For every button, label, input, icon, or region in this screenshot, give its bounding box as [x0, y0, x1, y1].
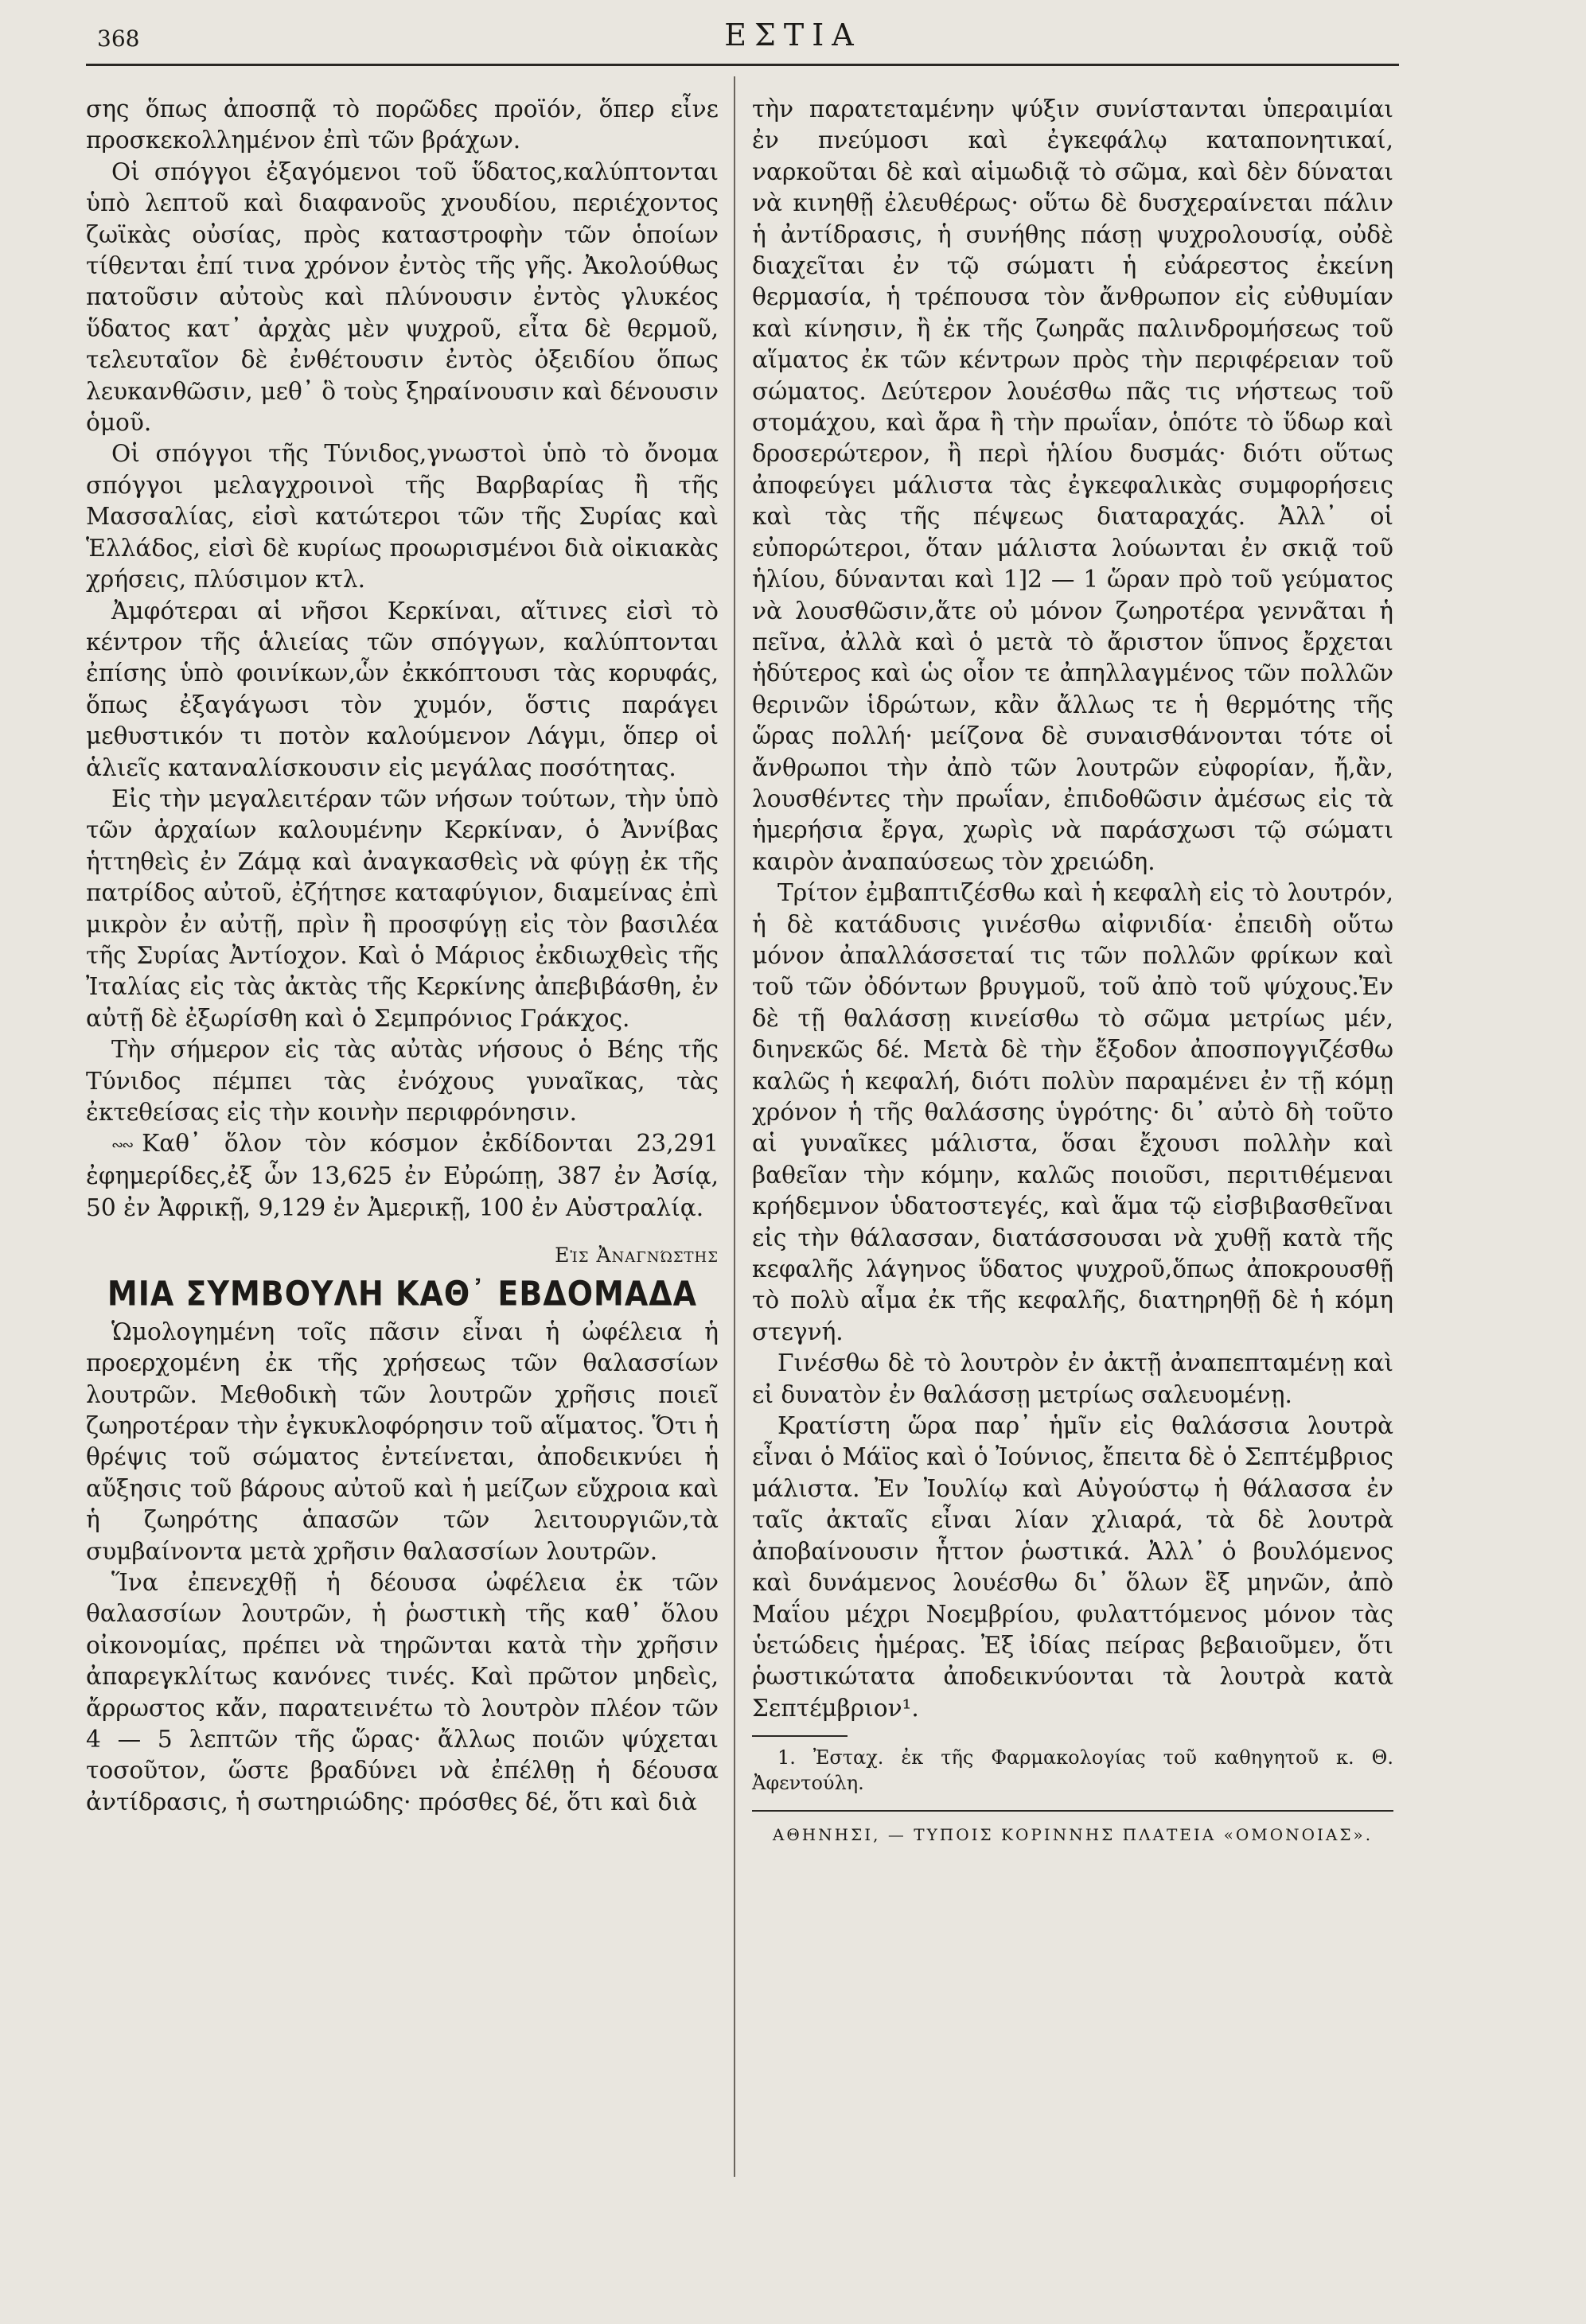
footnote: 1. Ἐσταχ. ἐκ τῆς Φαρμακολογίας τοῦ καθηγητοῦ κ. Θ. Ἀφεντούλη. — [752, 1746, 1393, 1795]
left-column — [86, 94, 719, 1818]
paragraph: τὴν παρατεταμένην ψύξιν συνίστανται ὑπεραιμίαι ἐν πνεύμοσι καὶ ἐγκεφάλῳ καταπονητικαί, ναρκοῦται δὲ καὶ αἱμωδιᾷ τὸ σῶμα, καὶ δὲν δύναται νὰ κινηθῇ ἐλευθέρως· οὕτω δὲ δυσχεραίνεται πάλιν ἡ ἀντίδρασις, ἡ συνήθης πάσῃ ψυχρολουσίᾳ, οὐδὲ διαχεῖται ἐν τῷ σώματι ἡ εὐάρεστος ἐκείνη θερμασία, ἡ τρέπουσα τὸν ἄνθρωπον εἰς εὐθυμίαν καὶ κίνησιν, ἢ ἐκ τῆς ζωηρᾶς παλινδρομήσεως τοῦ αἵματος ἐκ τῶν κέντρων πρὸς τὴν περιφέρειαν τοῦ σώματος. Δεύτερον λουέσθω πᾶς τις νήστεως τοῦ στομάχου, καὶ ἄρα ἢ τὴν πρωΐαν, ὁπότε τὸ ὕδωρ καὶ δροσερώτερον, ἢ περὶ ἡλίου δυσμάς· διότι οὕτως ἀποφεύγει μάλιστα τὰς ἐγκεφαλικὰς συμφορήσεις καὶ τὰς τῆς πέψεως διαταραχάς. Ἀλλ᾽ οἱ εὐπορώτεροι, ὅταν μάλιστα λούωνται ἐν σκιᾷ τοῦ ἡλίου, δύνανται καὶ 1]2 — 1 ὥραν πρὸ τοῦ γεύματος νὰ λουσθῶσιν,ἅτε οὐ μόνον ζωηροτέρα γεννᾶται ἡ πεῖνα, ἀλλὰ καὶ ὁ μετὰ τὸ ἄριστον ὕπνος ἔρχεται ἡδύτερος καὶ ὡς οἷον τε ἀπηλλαγμένος τῶν πολλῶν θερινῶν ἱδρώτων, κἂν ἄλλως τε ἡ θερμότης τῆς ὥρας πολλή· μείζονα δὲ συναισθάνονται τότε οἱ ἄνθρωποι τὴν ἀπὸ τῶν λουτρῶν εὐφορίαν, ἤ,ἂν, λουσθέντες τὴν πρωΐαν, ἐπιδοθῶσιν ἀμέσως εἰς τὰ ἡμερήσια ἔργα, χωρὶς νὰ παράσχωσι τῷ σώματι καιρὸν ἀναπαύσεως τὸν χρειώδη. — [752, 95, 1393, 875]
news-marker-icon: ∾∾ — [111, 1136, 133, 1154]
paragraph: Κρατίστη ὥρα παρ᾽ ἡμῖν εἰς θαλάσσια λουτρὰ εἶναι ὁ Μάϊος καὶ ὁ Ἰούνιος, ἔπειτα δὲ ὁ Σεπτέμβριος μάλιστα. Ἐν Ἰουλίῳ καὶ Αὐγούστῳ ἡ θάλασσα ἐν ταῖς ἀκταῖς εἶναι λίαν χλιαρά, τὰ δὲ λουτρὰ ἀποβαίνουσιν ἧττον ῥωστικά. Ἀλλ᾽ ὁ βουλόμενος καὶ δυνάμενος λουέσθω δι᾽ ὅλων ἓξ μηνῶν, ἀπὸ Μαΐου μέχρι Νοεμβρίου, φυλαττόμενος μόνον τὰς ὑετώδεις ἡμέρας. Ἐξ ἰδίας πείρας βεβαιοῦμεν, ὅτι ῥωστικώτατα ἀποδεικνύονται τὰ λουτρὰ κατὰ Σεπτέμβριον¹. — [752, 1412, 1393, 1722]
signature: Εἰς Ἀναγνώστης — [555, 1243, 719, 1267]
footnote-rule — [752, 1735, 848, 1737]
section-heading: ΜΙΑ ΣΥΜΒΟΥΛΗ ΚΑΘ᾽ ΕΒΔΟΜΑΔΑ — [107, 1274, 698, 1314]
paragraph: Ὡμολογημένη τοῖς πᾶσιν εἶναι ἡ ὠφέλεια ἡ προερχομένη ἐκ τῆς χρήσεως τῶν θαλασσίων λουτρῶν. Μεθοδικὴ τῶν λουτρῶν χρῆσις ποιεῖ ζωηροτέραν τὴν ἐγκυκλοφόρησιν τοῦ αἵματος. Ὅτι ἡ θρέψις τοῦ σώματος ἐντείνεται, ἀποδεικνύει ἡ αὔξησις τοῦ βάρους αὐτοῦ καὶ ἡ μείζων εὔχροια καὶ ἡ ζωηρότης ἁπασῶν τῶν λειτουργιῶν,τὰ συμβαίνοντα μετὰ χρῆσιν θαλασσίων λουτρῶν. — [86, 1318, 719, 1565]
news-item — [86, 1128, 719, 1224]
printer-imprint: ΑΘΗΝΗΣΙ, — ΤΥΠΟΙΣ ΚΟΡΙΝΝΗΣ ΠΛΑΤΕΙΑ «ΟΜΟΝΟΙΑΣ». — [772, 1825, 1374, 1845]
paragraph: Γινέσθω δὲ τὸ λουτρὸν ἐν ἀκτῇ ἀναπεπταμένῃ καὶ εἰ δυνατὸν ἐν θαλάσσῃ μετρίως σαλευομένῃ. — [752, 1349, 1393, 1408]
paragraph: Τρίτον ἐμβαπτιζέσθω καὶ ἡ κεφαλὴ εἰς τὸ λουτρόν, ἡ δὲ κατάδυσις γινέσθω αἰφνιδία· ἐπειδὴ οὕτω μόνον ἀπαλλάσσεταί τις τῶν πολλῶν φρίκων καὶ τοῦ τῶν ὀδόντων βρυγμοῦ, τοῦ ἀπὸ τοῦ ψύχους.Ἐν δὲ τῇ θαλάσσῃ κινείσθω τὸ σῶμα μετρίως μέν, διηνεκῶς δέ. Μετὰ δὲ τὴν ἔξοδον ἀποσπογγιζέσθω καλῶς ἡ κεφαλή, διότι πολὺν παραμένει ἐν τῇ κόμῃ χρόνον ἡ τῆς θαλάσσης ὑγρότης· δι᾽ αὐτὸ δὴ τοῦτο αἱ γυναῖκες μάλιστα, ὅσαι ἔχουσι πολλὴν καὶ βαθεῖαν τὴν κόμην, καλῶς ποιοῦσι, περιτιθέμεναι κρήδεμνον ὑδατοστεγές, καὶ ἅμα τῷ εἰσβιβασθεῖναι εἰς τὴν θάλασσαν, διατάσσουσαι νὰ χυθῇ κατὰ τῆς κεφαλῆς λάγηνος ὕδατος ψυχροῦ,ὅπως ἀποκρουσθῇ τὸ πολὺ αἷμα ἐκ τῆς κεφαλῆς, διατηρηθῇ δὲ ἡ κόμη στεγνή. — [752, 879, 1393, 1345]
paragraph: Οἱ σπόγγοι ἐξαγόμενοι τοῦ ὕδατος,καλύπτονται ὑπὸ λεπτοῦ καὶ διαφανοῦς χνουδίου, περιέχοντος ζωϊκὰς οὐσίας, πρὸς καταστροφὴν τῶν ὁποίων τίθενται ἐπί τινα χρόνον ἐντὸς τῆς γῆς. Ἀκολούθως πατοῦσιν αὐτοὺς καὶ πλύνουσιν ἐντὸς γλυκέος ὕδατος κατ᾽ ἀρχὰς μὲν ψυχροῦ, εἶτα δὲ θερμοῦ, τελευταῖον δὲ ἐνθέτουσιν ἐντὸς ὀξειδίου ὅπως λευκανθῶσιν, μεθ᾽ ὃ τοὺς ξηραίνουσιν καὶ δένουσιν ὁμοῦ. — [86, 158, 719, 437]
paragraph: Ἵνα ἐπενεχθῇ ἡ δέουσα ὠφέλεια ἐκ τῶν θαλασσίων λουτρῶν, ἡ ῥωστικὴ τῆς καθ᾽ ὅλου οἰκονομίας, πρέπει νὰ τηρῶνται κατὰ τὴν χρῆσιν ἀπαρεγκλίτως κανόνες τινές. Καὶ πρῶτον μηδεὶς, ἄρρωστος κἄν, παρατεινέτω τὸ λουτρὸν πλέον τῶν 4 — 5 λεπτῶν τῆς ὥρας· ἄλλως ποιῶν ψύχεται τοσοῦτον, ὥστε βραδύνει νὰ ἐπέλθῃ ἡ δέουσα ἀντίδρασις, ἡ σωτηριώδης· πρόσθες δέ, ὅτι καὶ διὰ — [86, 1568, 719, 1816]
paragraph: Οἱ σπόγγοι τῆς Τύνιδος,γνωστοὶ ὑπὸ τὸ ὄνομα σπόγγοι μελαγχροινοὶ τῆς Βαρβαρίας ἢ τῆς Μασσαλίας, εἰσὶ κατώτεροι τῶν τῆς Συρίας καὶ Ἑλλάδος, εἰσὶ δὲ κυρίως προωρισμένοι διὰ οἰκιακὰς χρήσεις, πλύσιμον κτλ. — [86, 440, 719, 594]
paragraph: Εἰς τὴν μεγαλειτέραν τῶν νήσων τούτων, τὴν ὑπὸ τῶν ἀρχαίων καλουμένην Κερκίναν, ὁ Ἀννίβας ἡττηθεὶς ἐν Ζάμᾳ καὶ ἀναγκασθεὶς νὰ φύγῃ ἐκ τῆς πατρίδος αὐτοῦ, ἐζήτησε καταφύγιον, διαμείνας ἐπὶ μικρὸν ἐν αὐτῇ, πρὶν ἢ προσφύγῃ εἰς τὸν βασιλέα τῆς Συρίας Ἀντίοχον. Καὶ ὁ Μάριος ἐκδιωχθεὶς τῆς Ἰταλίας εἰς τὰς ἀκτὰς τῆς Κερκίνης ἀπεβιβάσθη, ἐν αὐτῇ δὲ ἐξωρίσθη καὶ ὁ Σεμπρόνιος Γράκχος. — [86, 784, 719, 1032]
header-rule — [86, 64, 1399, 66]
masthead: ΕΣΤΙΑ — [724, 18, 862, 53]
column-divider — [734, 76, 735, 2177]
paragraph: σης ὅπως ἀποσπᾷ τὸ πορῶδες προϊόν, ὅπερ εἶνε προσκεκολλημένον ἐπὶ τῶν βράχων. — [86, 95, 719, 154]
paragraph: Τὴν σήμερον εἰς τὰς αὐτὰς νήσους ὁ Βέης τῆς Τύνιδος πέμπει τὰς ἐνόχους γυναῖκας, τὰς ἐκτεθείσας εἰς τὴν κοινὴν περιφρόνησιν. — [86, 1036, 719, 1126]
news-item-text: Καθ᾽ ὅλον τὸν κόσμον ἐκδίδονται 23,291 ἐφημερίδες,ἐξ ὧν 13,625 ἐν Εὐρώπῃ, 387 ἐν Ἀσίᾳ, 50 ἐν Ἀφρικῇ, 9,129 ἐν Ἀμερικῇ, 100 ἐν Αὐστραλίᾳ. — [86, 1130, 719, 1221]
paragraph: Ἀμφότεραι αἱ νῆσοι Κερκίναι, αἵτινες εἰσὶ τὸ κέντρον τῆς ἁλιείας τῶν σπόγγων, καλύπτονται ἐπίσης ὑπὸ φοινίκων,ὧν ἐκκόπτουσι τὰς κορυφάς, ὅπως ἐξαγάγωσι τὸν χυμόν, ὅστις παράγει μεθυστικόν τι ποτὸν καλούμενον Λάγμι, ὅπερ οἱ ἁλιεῖς καταναλίσκουσιν εἰς μεγάλας ποσότητας. — [86, 597, 719, 781]
imprint-rule — [752, 1810, 1393, 1812]
right-column — [752, 94, 1393, 1851]
page-number: 368 — [97, 25, 140, 52]
